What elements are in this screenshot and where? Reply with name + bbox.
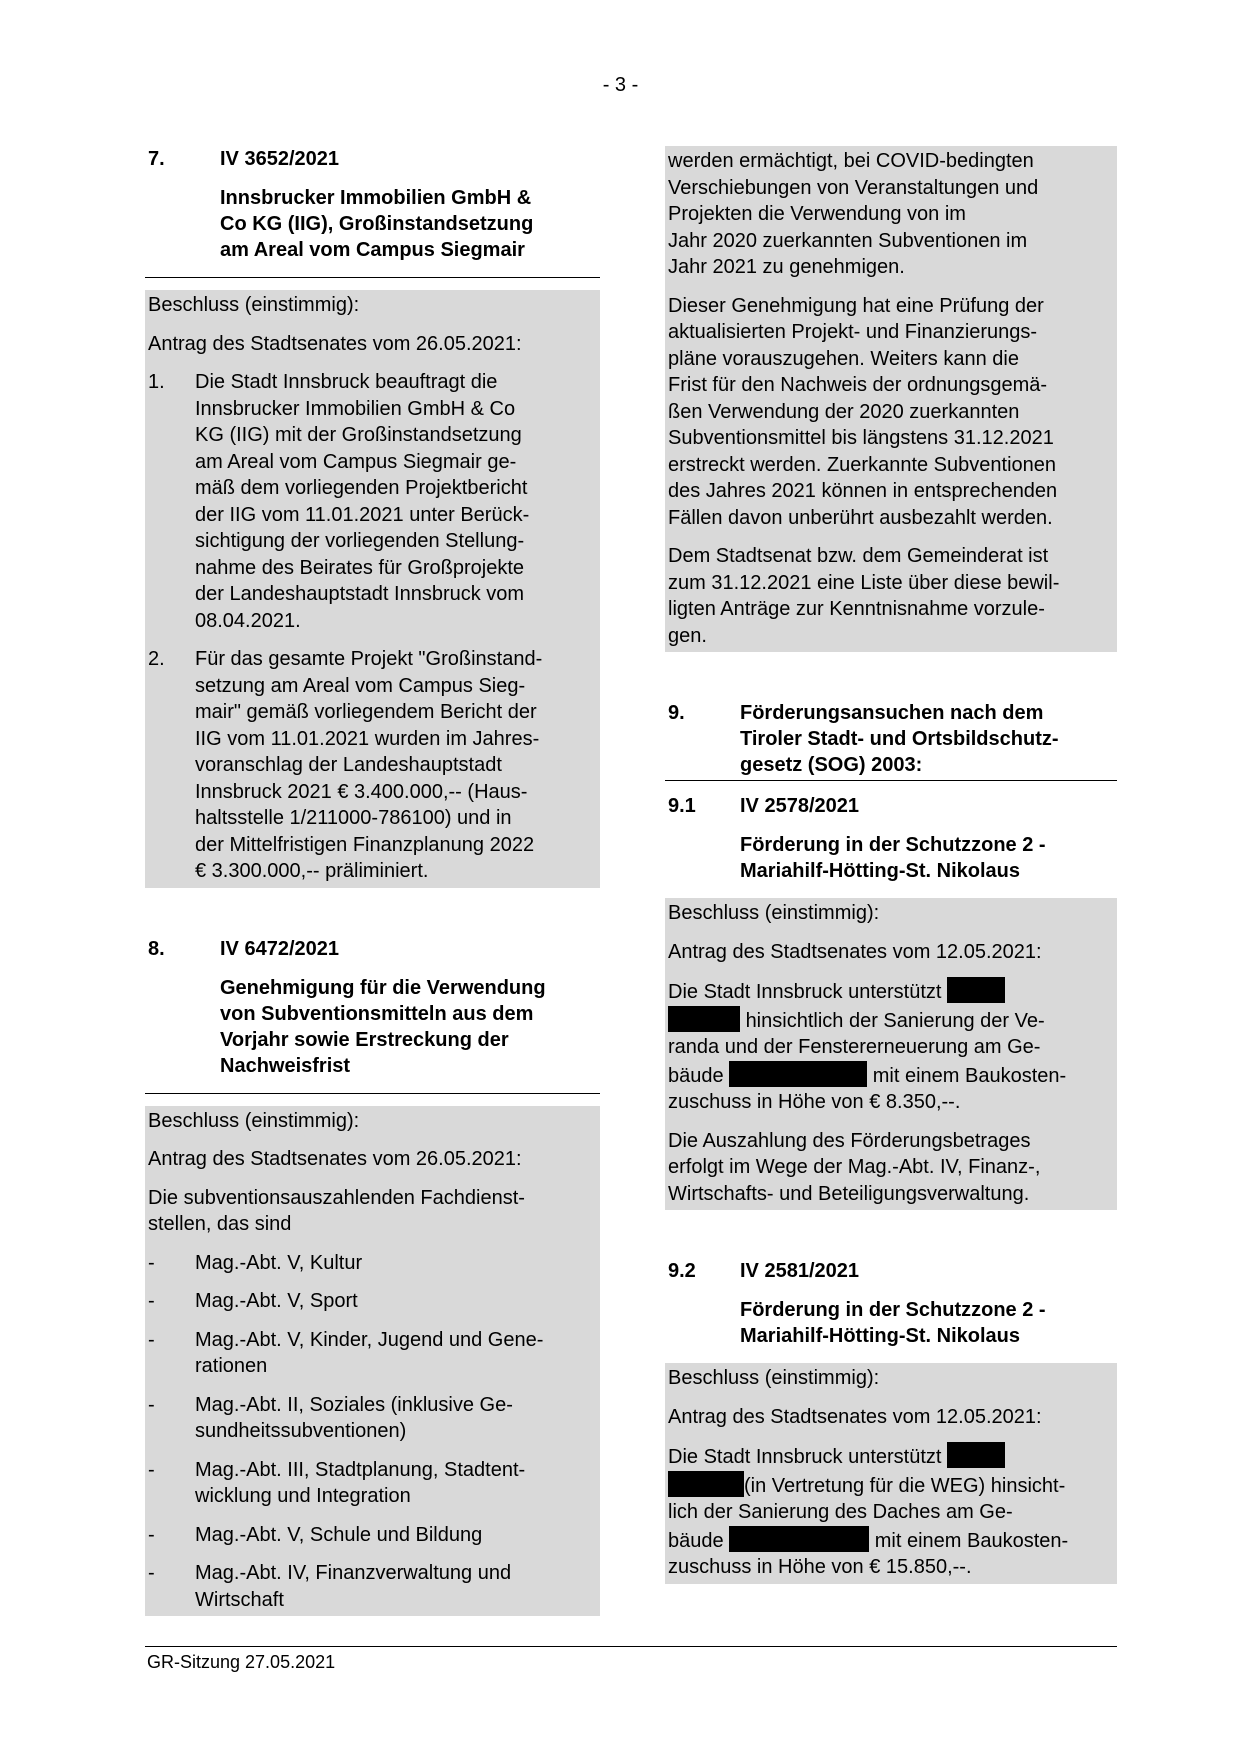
title-line: von Subventionsmitteln aus dem xyxy=(220,1002,534,1025)
section-code: IV 6472/2021 xyxy=(220,937,339,960)
text-line: des Jahres 2021 können in entsprechenden xyxy=(668,480,1058,502)
text-line: Mag.-Abt. V, Kinder, Jugend und Gene- xyxy=(195,1328,544,1351)
text-line: rationen xyxy=(195,1355,268,1377)
text-line: Jahr 2020 zuerkannten Subventionen im xyxy=(668,229,1028,252)
title-line: Nachweisfrist xyxy=(220,1054,351,1077)
text-line: setzung am Areal vom Campus Sieg- xyxy=(195,674,526,697)
section-divider xyxy=(145,1093,600,1094)
list-marker: - xyxy=(148,1290,155,1312)
footer-text: GR-Sitzung 27.05.2021 xyxy=(147,1652,336,1672)
section-title xyxy=(220,975,600,1079)
text-line: Mag.-Abt. II, Soziales (inklusive Ge- xyxy=(195,1393,513,1416)
redaction-block xyxy=(729,1526,869,1552)
page-number: - 3 - xyxy=(602,74,639,96)
text-line xyxy=(668,1526,1114,1555)
antrag-label: Antrag des Stadtsenates vom 12.05.2021: xyxy=(668,1405,1042,1428)
list-marker: 1. xyxy=(148,371,165,393)
list-item xyxy=(148,1250,597,1277)
section-code: IV 2578/2021 xyxy=(740,795,859,817)
title-line: Genehmigung für die Verwendung xyxy=(220,976,546,999)
title-line: Mariahilf-Hötting-St. Nikolaus xyxy=(740,860,1020,882)
text-line: 08.04.2021. xyxy=(195,609,301,632)
text-line: voranschlag der Landeshauptstadt xyxy=(195,754,502,776)
spacer xyxy=(665,1210,1117,1258)
text-line: Dem Stadtsenat bzw. dem Gemeinderat ist xyxy=(668,545,1049,567)
section-number: 8. xyxy=(148,937,165,960)
beschluss-label: Beschluss (einstimmig): xyxy=(668,1367,880,1389)
title-line: Förderungsansuchen nach dem xyxy=(740,702,1044,724)
section-7-heading xyxy=(145,146,600,263)
text-line: zuschuss in Höhe von € 15.850,--. xyxy=(668,1556,972,1578)
text-line: mair" gemäß vorliegendem Bericht der xyxy=(195,701,537,723)
text-line: haltsstelle 1/211000-786100) und in xyxy=(195,807,512,829)
title-line: gesetz (SOG) 2003: xyxy=(740,754,923,776)
intro-paragraph xyxy=(148,1185,597,1238)
title-line: Innsbrucker Immobilien GmbH & xyxy=(220,187,532,209)
title-line: Tiroler Stadt- und Ortsbildschutz- xyxy=(740,728,1059,750)
text-line: € 3.300.000,-- präliminiert. xyxy=(195,860,429,882)
section-8-heading xyxy=(145,936,600,1079)
redaction-block xyxy=(668,1006,740,1032)
spacer xyxy=(665,652,1117,700)
text-line: pläne vorauszugehen. Weiters kann die xyxy=(668,347,1019,370)
text-line xyxy=(668,1442,1114,1471)
text-fragment: bäude xyxy=(668,1064,724,1087)
beschluss-label: Beschluss (einstimmig): xyxy=(148,1109,360,1132)
text-fragment: Die Stadt Innsbruck unterstützt xyxy=(668,981,942,1003)
title-line: Mariahilf-Hötting-St. Nikolaus xyxy=(740,1325,1020,1347)
list-item xyxy=(148,1288,597,1315)
text-line: Mag.-Abt. III, Stadtplanung, Stadtent- xyxy=(195,1458,526,1481)
resolution-block-8 xyxy=(145,1106,600,1617)
text-fragment: mit einem Baukosten- xyxy=(872,1064,1067,1087)
text-line: ligten Anträge zur Kenntnisnahme vorzule- xyxy=(668,598,1045,620)
list-marker: 2. xyxy=(148,648,165,670)
title-line: Co KG (IIG), Großinstandsetzung xyxy=(220,213,534,235)
text-fragment: Die Stadt Innsbruck unterstützt xyxy=(668,1446,942,1468)
resolution-block-8-continued xyxy=(665,146,1117,652)
text-line: randa und der Fenstererneuerung am Ge- xyxy=(668,1036,1041,1058)
text-line: sundheitssubventionen) xyxy=(195,1420,407,1442)
title-line: Vorjahr sowie Erstreckung der xyxy=(220,1028,509,1051)
text-line: Projekten die Verwendung von im xyxy=(668,203,966,225)
text-line: Die Auszahlung des Förderungsbetrages xyxy=(668,1129,1031,1152)
text-line: gen. xyxy=(668,624,707,647)
list-item xyxy=(148,369,597,634)
text-line xyxy=(668,977,1114,1006)
text-line: Innsbruck 2021 € 3.400.000,-- (Haus- xyxy=(195,780,528,803)
section-title xyxy=(220,185,600,263)
text-line: Jahr 2021 zu genehmigen. xyxy=(668,256,905,278)
text-line xyxy=(668,1006,1114,1035)
section-number: 9.1 xyxy=(668,795,696,817)
section-code: IV 2581/2021 xyxy=(740,1260,859,1282)
section-9-heading xyxy=(665,700,1117,778)
text-line: der Mittelfristigen Finanzplanung 2022 xyxy=(195,833,535,856)
text-line xyxy=(668,1061,1114,1090)
paragraph xyxy=(668,148,1114,281)
section-number: 9.2 xyxy=(668,1260,696,1282)
section-divider xyxy=(145,277,600,278)
list-marker: - xyxy=(148,1328,155,1351)
text-line: nahme des Beirates für Großprojekte xyxy=(195,556,525,579)
list-item xyxy=(148,646,597,885)
text-line: mäß dem vorliegenden Projektbericht xyxy=(195,477,528,499)
paragraph xyxy=(668,1442,1114,1581)
text-line: zuschuss in Höhe von € 8.350,--. xyxy=(668,1091,961,1113)
text-line: ßen Verwendung der 2020 zuerkannten xyxy=(668,400,1020,423)
paragraph xyxy=(668,1128,1114,1208)
text-line: erfolgt im Wege der Mag.-Abt. IV, Finanz-, xyxy=(668,1156,1041,1178)
text-line: Wirtschafts- und Beteiligungsverwaltung. xyxy=(668,1182,1030,1205)
antrag-label: Antrag des Stadtsenates vom 26.05.2021: xyxy=(148,332,522,355)
title-line: am Areal vom Campus Siegmair xyxy=(220,239,525,261)
paragraph xyxy=(668,543,1114,649)
antrag-label: Antrag des Stadtsenates vom 12.05.2021: xyxy=(668,940,1042,963)
text-line: Mag.-Abt. V, Schule und Bildung xyxy=(195,1523,483,1546)
text-line xyxy=(668,1471,1114,1500)
section-9-1-heading xyxy=(665,793,1117,884)
redaction-block xyxy=(668,1471,744,1497)
text-line: Frist für den Nachweis der ordnungsgemä- xyxy=(668,374,1048,396)
left-column xyxy=(145,146,600,1616)
section-divider xyxy=(665,780,1117,781)
section-number: 7. xyxy=(148,148,165,170)
list-marker: - xyxy=(148,1251,155,1274)
text-line: lich der Sanierung des Daches am Ge- xyxy=(668,1501,1013,1523)
text-line: Verschiebungen von Veranstaltungen und xyxy=(668,176,1039,199)
text-line: am Areal vom Campus Siegmair ge- xyxy=(195,450,517,473)
text-line: Wirtschaft xyxy=(195,1588,284,1611)
redaction-block xyxy=(729,1061,867,1087)
text-line: stellen, das sind xyxy=(148,1213,292,1235)
text-line: der Landeshauptstadt Innsbruck vom xyxy=(195,583,525,605)
text-line: sichtigung der vorliegenden Stellung- xyxy=(195,530,525,552)
beschluss-label: Beschluss (einstimmig): xyxy=(668,902,880,924)
text-line: KG (IIG) mit der Großinstandsetzung xyxy=(195,424,522,446)
text-line: Mag.-Abt. V, Sport xyxy=(195,1290,358,1312)
text-line: Mag.-Abt. IV, Finanzverwaltung und xyxy=(195,1562,512,1584)
section-title xyxy=(740,700,1117,778)
resolution-block-7 xyxy=(145,290,600,888)
text-line: aktualisierten Projekt- und Finanzierungs- xyxy=(668,321,1038,343)
beschluss-label: Beschluss (einstimmig): xyxy=(148,294,360,316)
title-line: Förderung in der Schutzzone 2 - xyxy=(740,1299,1046,1321)
text-line: Die subventionsauszahlenden Fachdienst- xyxy=(148,1186,525,1209)
resolution-block-9-1 xyxy=(665,898,1117,1210)
text-fragment: (in Vertretung für die WEG) hinsicht- xyxy=(744,1474,1066,1497)
text-line: erstreckt werden. Zuerkannte Subventionen xyxy=(668,453,1056,476)
text-fragment: bäude xyxy=(668,1529,724,1552)
title-line: Förderung in der Schutzzone 2 - xyxy=(740,834,1046,856)
antrag-label: Antrag des Stadtsenates vom 26.05.2021: xyxy=(148,1148,522,1170)
text-line: Dieser Genehmigung hat eine Prüfung der xyxy=(668,294,1044,317)
list-item xyxy=(148,1560,597,1613)
text-line: IIG vom 11.01.2021 wurden im Jahres- xyxy=(195,727,540,750)
footer-divider xyxy=(145,1646,1117,1647)
text-line: Subventionsmittel bis längstens 31.12.2021 xyxy=(668,427,1054,449)
resolution-block-9-2 xyxy=(665,1363,1117,1584)
paragraph xyxy=(668,977,1114,1116)
section-title xyxy=(740,1297,1117,1349)
list-item xyxy=(148,1327,597,1380)
text-line: Die Stadt Innsbruck beauftragt die xyxy=(195,371,498,393)
redaction-block xyxy=(947,1442,1005,1468)
right-column xyxy=(665,146,1117,1584)
section-9-2-heading xyxy=(665,1258,1117,1349)
text-line: Fällen davon unberührt ausbezahlt werden. xyxy=(668,506,1053,529)
list-marker: - xyxy=(148,1523,155,1546)
list-item xyxy=(148,1457,597,1510)
text-line: werden ermächtigt, bei COVID-bedingten xyxy=(668,150,1034,172)
list-marker: - xyxy=(148,1393,155,1416)
text-line: der IIG vom 11.01.2021 unter Berück- xyxy=(195,503,530,526)
text-line: Für das gesamte Projekt "Großinstand- xyxy=(195,648,543,670)
text-line: Innsbrucker Immobilien GmbH & Co xyxy=(195,397,516,420)
redaction-block xyxy=(947,977,1005,1003)
list-marker: - xyxy=(148,1562,155,1584)
text-line: zum 31.12.2021 eine Liste über diese bewil- xyxy=(668,571,1060,594)
list-marker: - xyxy=(148,1458,155,1481)
section-code: IV 3652/2021 xyxy=(220,148,339,170)
list-item xyxy=(148,1522,597,1549)
text-line: Mag.-Abt. V, Kultur xyxy=(195,1251,363,1274)
text-line: wicklung und Integration xyxy=(195,1485,411,1507)
section-title xyxy=(740,832,1117,884)
spacer xyxy=(145,888,600,936)
section-number: 9. xyxy=(668,702,685,724)
text-fragment: mit einem Baukosten- xyxy=(874,1529,1069,1552)
paragraph xyxy=(668,293,1114,532)
text-fragment: hinsichtlich der Sanierung der Ve- xyxy=(745,1009,1045,1032)
list-item xyxy=(148,1392,597,1445)
